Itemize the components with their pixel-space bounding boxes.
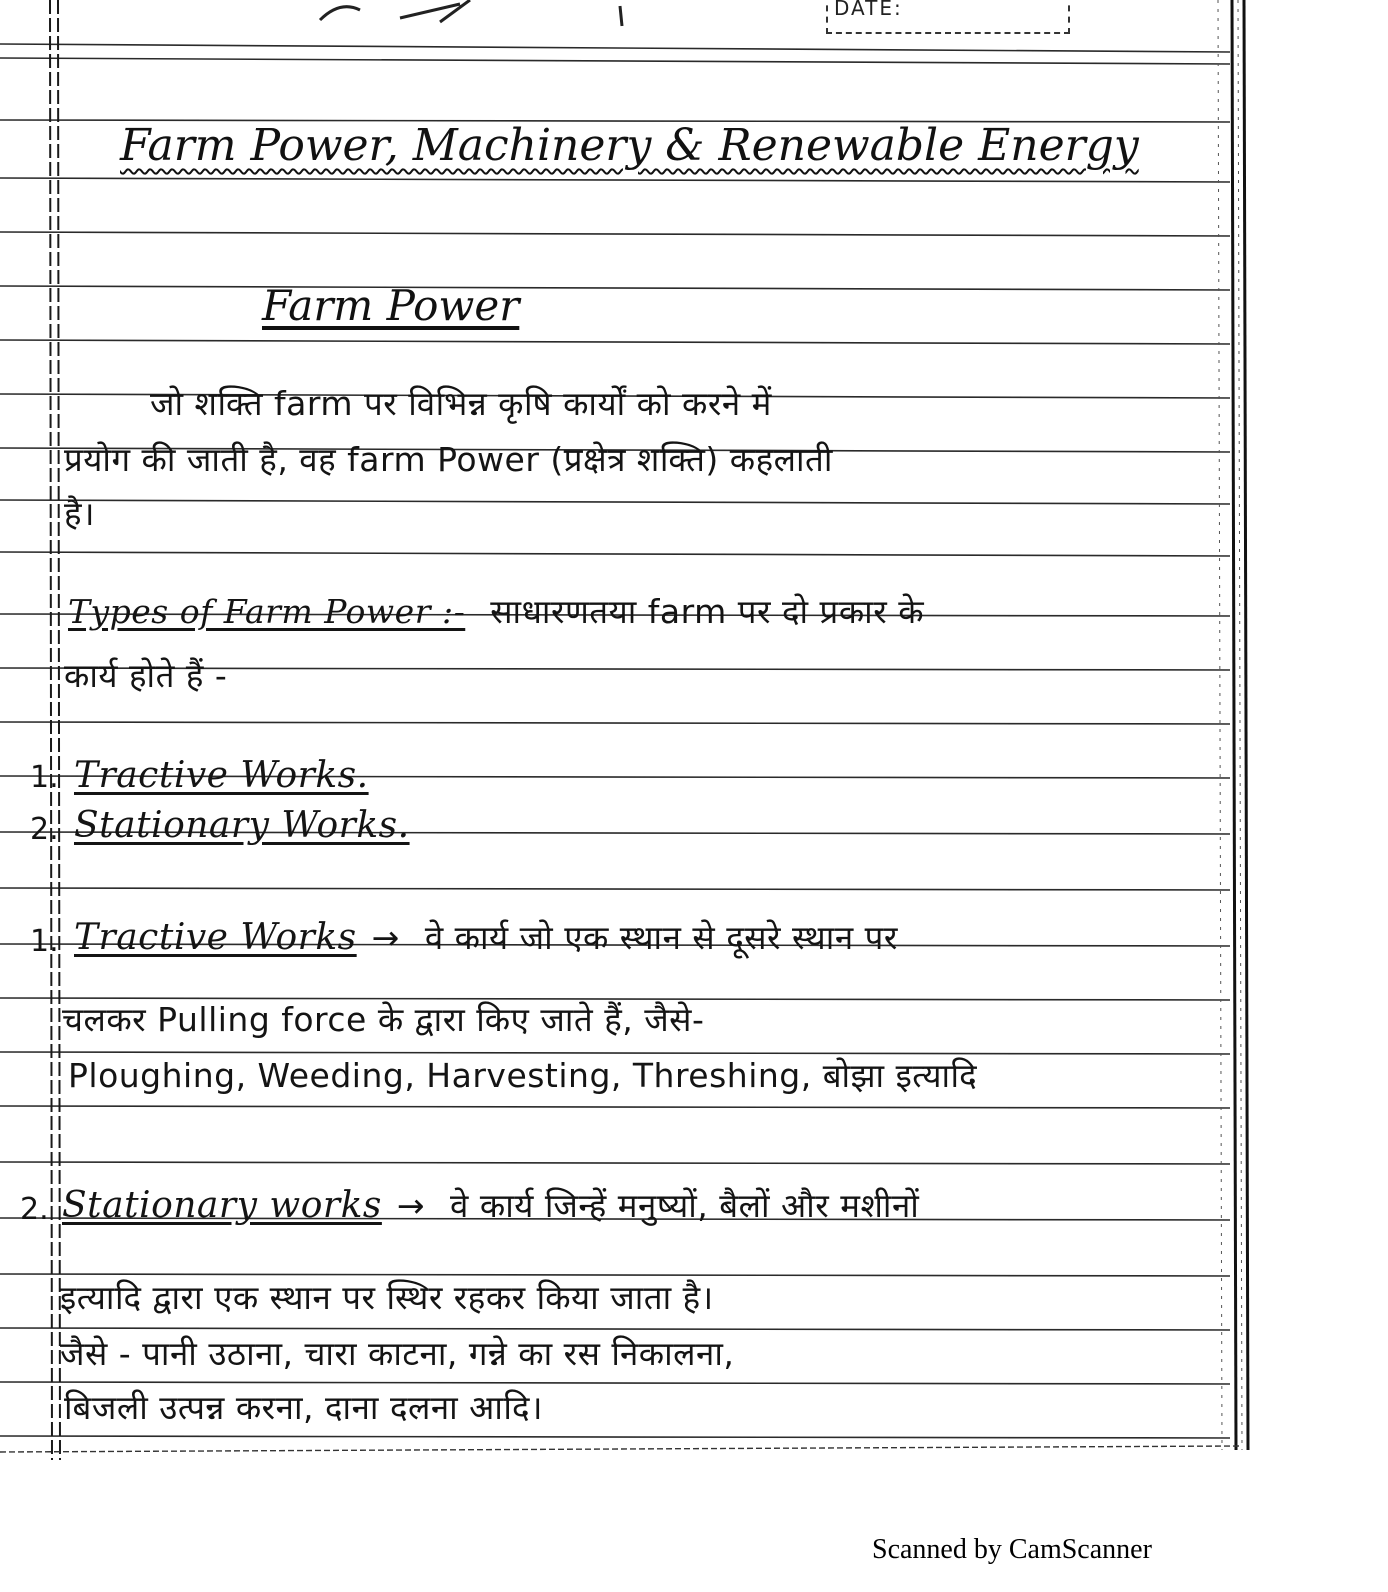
types-text-1: साधारणतया farm पर दो प्रकार के (490, 592, 925, 631)
tractive-text-1: वे कार्य जो एक स्थान से दूसरे स्थान पर (424, 918, 898, 957)
types-text-2: कार्य होते हैं - (64, 656, 228, 695)
definition-line-3: है। (64, 494, 96, 533)
list-item-stationary: Stationary Works. (74, 805, 410, 846)
date-box (826, 0, 1070, 34)
types-heading: Types of Farm Power :- (68, 592, 466, 631)
tractive-number: 1. (30, 924, 59, 959)
definition-line-1: जो शक्ति farm पर विभिन्न कृषि कार्यों को करने में (150, 384, 772, 423)
list-number-1: 1. (30, 760, 59, 795)
stationary-heading: Stationary works (62, 1185, 382, 1226)
stationary-text-2: इत्यादि द्वारा एक स्थान पर स्थिर रहकर किया जाता है। (60, 1278, 714, 1317)
camscanner-watermark: Scanned by CamScanner (872, 1534, 1152, 1565)
definition-line-2: प्रयोग की जाती है, वह farm Power (प्रक्षेत्र शक्ति) कहलाती (64, 440, 833, 479)
types-line (68, 592, 924, 632)
section-title: Farm Power (262, 281, 520, 330)
tractive-arrow: → (371, 918, 400, 957)
page-title: Farm Power, Machinery & Renewable Energy (120, 120, 1139, 171)
stationary-line-1 (62, 1186, 919, 1226)
tractive-heading: Tractive Works (74, 917, 357, 958)
stationary-text-3: जैसे - पानी उठाना, चारा काटना, गन्ने का रस निकालना, (60, 1334, 735, 1373)
tractive-text-3: Ploughing, Weeding, Harvesting, Threshing, बोझा इत्यादि (68, 1056, 978, 1095)
stationary-text-1: वे कार्य जिन्हें मनुष्यों, बैलों और मशीनों (450, 1186, 920, 1225)
tractive-text-2: चलकर Pulling force के द्वारा किए जाते हैं, जैसे- (62, 1000, 705, 1039)
list-item-tractive: Tractive Works. (74, 755, 369, 796)
list-number-2: 2. (30, 812, 59, 847)
stationary-text-4: बिजली उत्पन्न करना, दाना दलना आदि। (64, 1388, 543, 1427)
stationary-arrow: → (396, 1186, 426, 1225)
date-label: DATE: (834, 0, 903, 20)
stationary-number: 2. (20, 1192, 49, 1227)
tractive-line-1 (74, 918, 898, 958)
top-scribble-graphic (300, 0, 720, 30)
